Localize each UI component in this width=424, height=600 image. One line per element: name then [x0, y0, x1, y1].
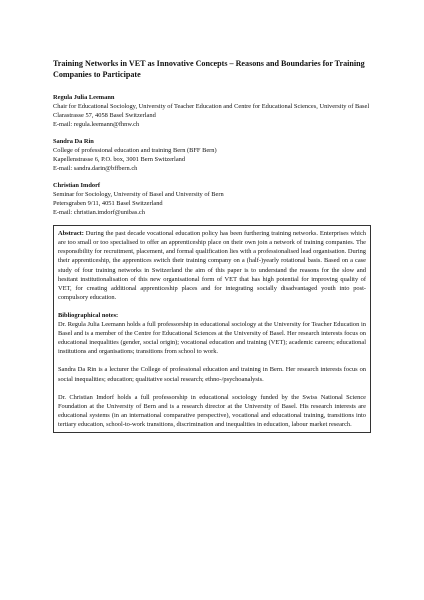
author-email: E-mail: sandra.darin@bffbern.ch — [53, 165, 138, 173]
abstract-text: During the past decade vocational education policy has been furthering training networks. Enterprises which are too small or too specialised to offer an apprenticeship place on their own join a network of training companies. The responsibility for recruitment, placement, and formal qualification lies with a professionalised lead organisation. During their apprenticeship, the apprentices switch their training company on a (half-)yearly rotational basis. Based on a case study of four training networks in Switzerland the aim of this paper is to understand the reasons for the slow and hesitant institutionalisation of this new organisational form of VET that has high potential for improving quality of VET, for creating additional apprenticeship places and for integrating socially disadvantaged youth into post-compulsory education. — [58, 230, 366, 301]
author-email: E-mail: regula.leemann@fhnw.ch — [53, 121, 140, 129]
abstract-paragraph — [58, 229, 366, 302]
author-block-2 — [53, 137, 371, 173]
abstract-label: Abstract: — [58, 230, 84, 238]
bio-imdorf: Dr. Christian Imdorf holds a full professorship in educational sociology funded by the Swiss National Science Foundation at the University of Bern and is a research director at the University of Basel. His research interests are educational systems (in an international comparative perspective), vocational and educational training, transitions into tertiary education, school-to-work transitions, discrimination and inequalities in education, labour market research. — [58, 393, 366, 428]
author-affiliation: College of professional education and training Bern (BFF Bern) — [53, 147, 217, 155]
bio-leemann: Dr. Regula Julia Leemann holds a full professorship in educational sociology at the University for Teacher Education in Basel and is a member of the Centre for Educational Sciences at the University of Basel. Her research interests focus on educational inequalities (gender, social origin); vocational education and training (VET); academic careers; educational institutions and organisations; transitions from school to work. — [58, 321, 366, 356]
author-email: E-mail: christian.imdorf@unibas.ch — [53, 209, 145, 217]
author-block-3 — [53, 181, 371, 217]
author-address: Kapellenstrasse 6, P.O. box, 3001 Bern Switzerland — [53, 156, 186, 164]
author-name: Regula Julia Leemann — [53, 94, 115, 102]
author-block-1 — [53, 93, 371, 129]
bio-darin: Sandra Da Rin is a lecturer the College of professional education and training in Bern. Her research interests focus on social inequalities; education; qualitative social research; ethno-/psychoanalysis. — [58, 366, 366, 383]
abstract-box — [53, 225, 371, 433]
author-address: Clarastrasse 57, 4058 Basel Switzerland — [53, 112, 156, 120]
author-address: Petersgraben 9/11, 4051 Basel Switzerland — [53, 200, 163, 208]
paper-page — [53, 59, 371, 433]
author-name: Christian Imdorf — [53, 182, 101, 190]
author-affiliation: Chair for Educational Sociology, University of Teacher Education and Centre for Educational Sciences, University of Basel — [53, 103, 370, 111]
bio-heading: Bibliographical notes: — [58, 311, 119, 319]
paper-title: Training Networks in VET as Innovative Concepts – Reasons and Boundaries for Training Companies to Participate — [53, 59, 365, 79]
author-name: Sandra Da Rin — [53, 138, 94, 146]
author-affiliation: Seminar for Sociology, University of Basel and University of Bern — [53, 191, 224, 199]
